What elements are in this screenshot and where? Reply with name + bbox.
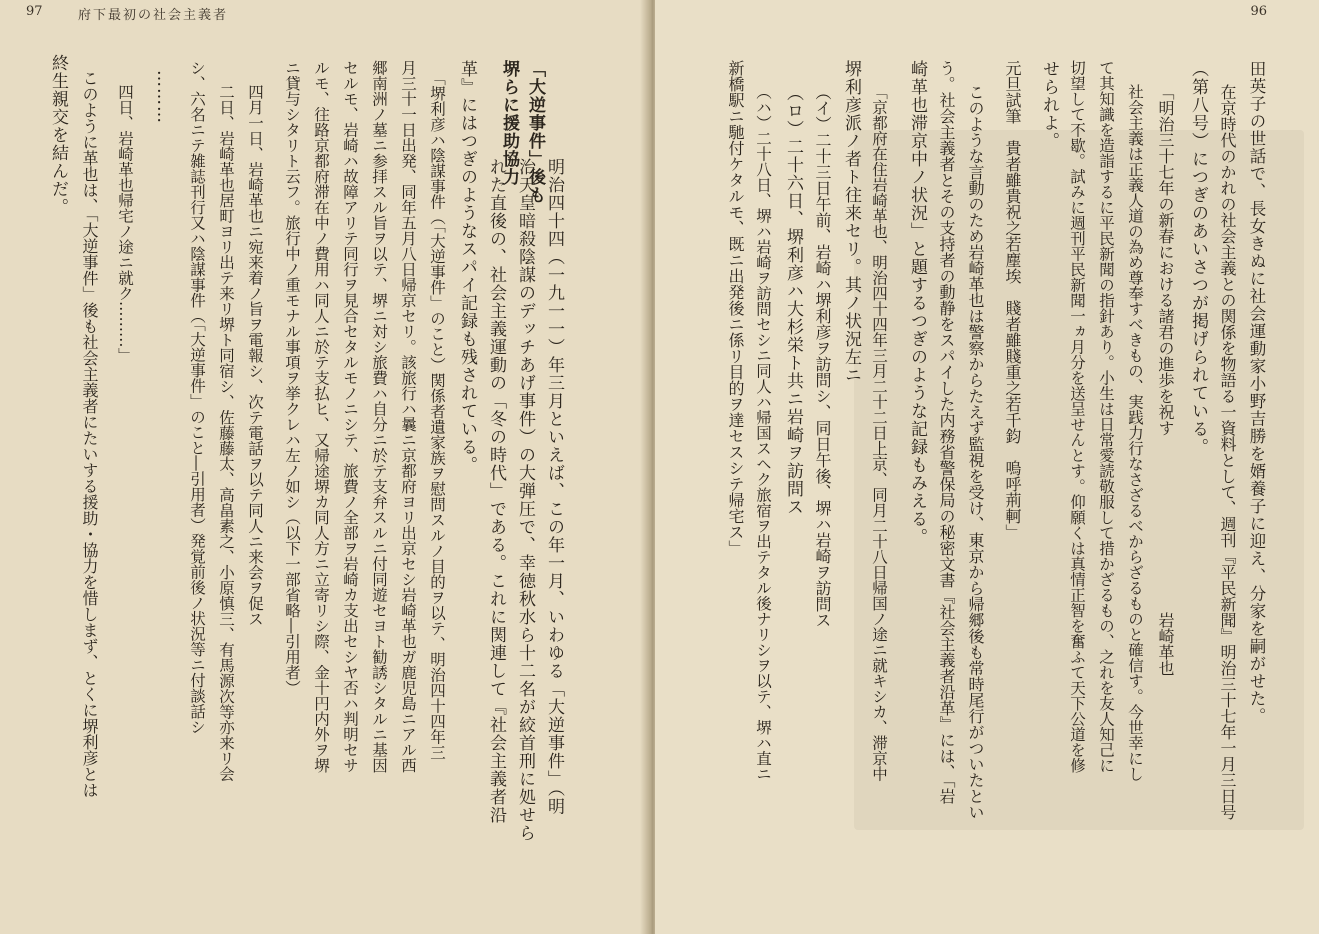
text-line: せられよ。	[1039, 60, 1059, 150]
side-heading-line: 「大逆事件」後も	[525, 60, 545, 204]
text-line: 四月一日、岩崎革也ニ宛来着ノ旨ヲ電報シ、次テ電話ヲ以テ同人ニ来会ヲ促ス	[246, 84, 264, 627]
text-line: このような言動のため岩崎革也は警察からたえず監視を受け、東京から帰郷後も常時尾行がついたとい	[966, 84, 985, 820]
text-line: 元旦試筆 貴者雖貴祝之若塵埃 賤者雖賤重之若千鈞 嗚呼荊軻」	[1003, 60, 1022, 540]
text-line: 二日、岩崎革也居町ヨリ出テ来リ堺ト同宿シ、佐藤藤太、高畠素之、小原慎三、有馬源次等亦来リ会	[217, 84, 235, 782]
text-line: 切望して不歇。試みに週刊平民新聞一ヵ月分を送呈せんとす。仰願くは真情正智を奮ふて天下公道を修	[1068, 60, 1086, 773]
text-line: 革』にはつぎのようなスパイ記録も残されている。	[457, 60, 477, 474]
text-line: シ、六名ニテ雑誌刊行又ハ陰謀事件（「大逆事件」のこと―引用者）発覚前後ノ状況等ニ付談話シ	[188, 60, 206, 735]
side-heading-line: 堺らに援助協力	[499, 60, 519, 186]
text-line: 田英子の世話で、長女きぬに社会運動家小野吉勝を婿養子に迎え、分家を嗣がせた。	[1247, 60, 1266, 725]
text-line: 「堺利彦ハ陰謀事件（「大逆事件」のこと）関係者遺家族ヲ慰問スルノ目的ヲ以テ、明治四十四年三	[428, 70, 446, 760]
running-head: 府下最初の社会主義者	[78, 8, 229, 23]
text-line: 崎革也滞京中ノ状況」と題するつぎのような記録もみえる。	[907, 60, 927, 546]
text-line: 「京都府在住岩崎革也、明治四十四年三月二十二日上京、同月二十八日帰国ノ途ニ就キシカ、滞京中	[870, 84, 888, 782]
text-line: （ハ）二十八日、堺ハ岩崎ヲ訪問セシニ同人ハ帰国スヘク旅宿ヲ出テタル後ナリシヲ以テ、堺ハ直ニ	[754, 84, 772, 782]
text-line: （ロ）二十六日、堺利彦ハ大杉栄ト共ニ岩崎ヲ訪問ス	[783, 84, 803, 516]
text-line: 明治四十四（一九一一）年三月といえば、この年一月、いわゆる「大逆事件」（明	[544, 158, 564, 816]
text-line: 四日、岩崎革也帰宅ノ途ニ就ク………」	[116, 84, 134, 363]
text-line: う。社会主義者とその支持者の動静をスパイした内務省警保局の秘密文書『社会主義者沿革』には、「岩	[937, 60, 956, 804]
text-line: れた直後の、社会主義運動の「冬の時代」である。これに関連して『社会主義者沿	[486, 158, 506, 824]
text-line: 終生親交を結んだ。	[48, 54, 68, 216]
text-line: 「明治三十七年の新春における諸君の進歩を祝す 岩崎革也	[1156, 84, 1175, 676]
text-line: セルモ、岩崎ハ故障アリテ同行ヲ見合セタルモノニシテ、旅費ノ全部ヲ岩崎カ支出セシヤ否ハ判明セサ	[341, 60, 359, 773]
text-line: このように革也は、「大逆事件」後も社会主義者にたいする援助・協力を惜しまず、とくに堺利彦とは	[80, 70, 99, 798]
left-page	[0, 0, 648, 934]
text-line: ルモ、往路京都府滞在中ノ費用ハ同人ニ於テ支払ヒ、又帰途堺カ同人方ニ立寄リシ際、金十円内外ヲ堺	[312, 60, 330, 773]
text-line: 月三十一日出発、同年五月八日帰京セリ。該旅行ハ曩ニ京都府ヨリ出京セシ岩崎革也ガ鹿児島ニアル西	[399, 60, 417, 773]
text-line: ………	[153, 70, 173, 124]
text-line: 堺利彦派ノ者ト往来セリ。其ノ状況左ニ	[841, 60, 861, 384]
text-line: 郷南洲ノ墓ニ参拝スル旨ヲ以テ、堺ニ対シ旅費ハ自分ニ於テ支弁スルニ付同遊セヨト勧誘シタルニ基因	[370, 60, 388, 773]
text-line: 新橋駅ニ馳付ケタルモ、既ニ出発後ニ係リ目的ヲ達セスシテ帰宅ス」	[726, 60, 745, 556]
page-number-right: 96	[1250, 4, 1267, 19]
right-page	[655, 0, 1319, 934]
text-line: （第八号）につぎのあいさつが掲げられている。	[1188, 60, 1208, 456]
text-line: 在京時代のかれの社会主義との関係を物語る一資料として、週刊『平民新聞』明治三十七年一月三日号	[1218, 84, 1237, 820]
text-line: て其知識を造詣するに平民新聞の指針あり。小生は日常愛読敬服して措かざるもの、之れを友人知己に	[1097, 60, 1115, 773]
text-line: （イ）二十三日午前、岩崎ハ堺利彦ヲ訪問シ、同日午後、堺ハ岩崎ヲ訪問ス	[813, 84, 832, 628]
text-line: 社会主義は正義人道の為め尊奉すべきもの、実践力行なさざるべからざるものと確信す。今世幸にし	[1126, 84, 1144, 782]
page-number-left: 97	[26, 4, 43, 19]
text-line: ニ貸与シタリト云フ。旅行中ノ重モナル事項ヲ挙クレハ左ノ如シ（以下一部省略―引用者）	[283, 60, 301, 696]
text-line: 治天皇暗殺陰謀のデッチあげ事件）の大弾圧で、幸徳秋水ら十二名が絞首刑に処せら	[515, 158, 535, 842]
